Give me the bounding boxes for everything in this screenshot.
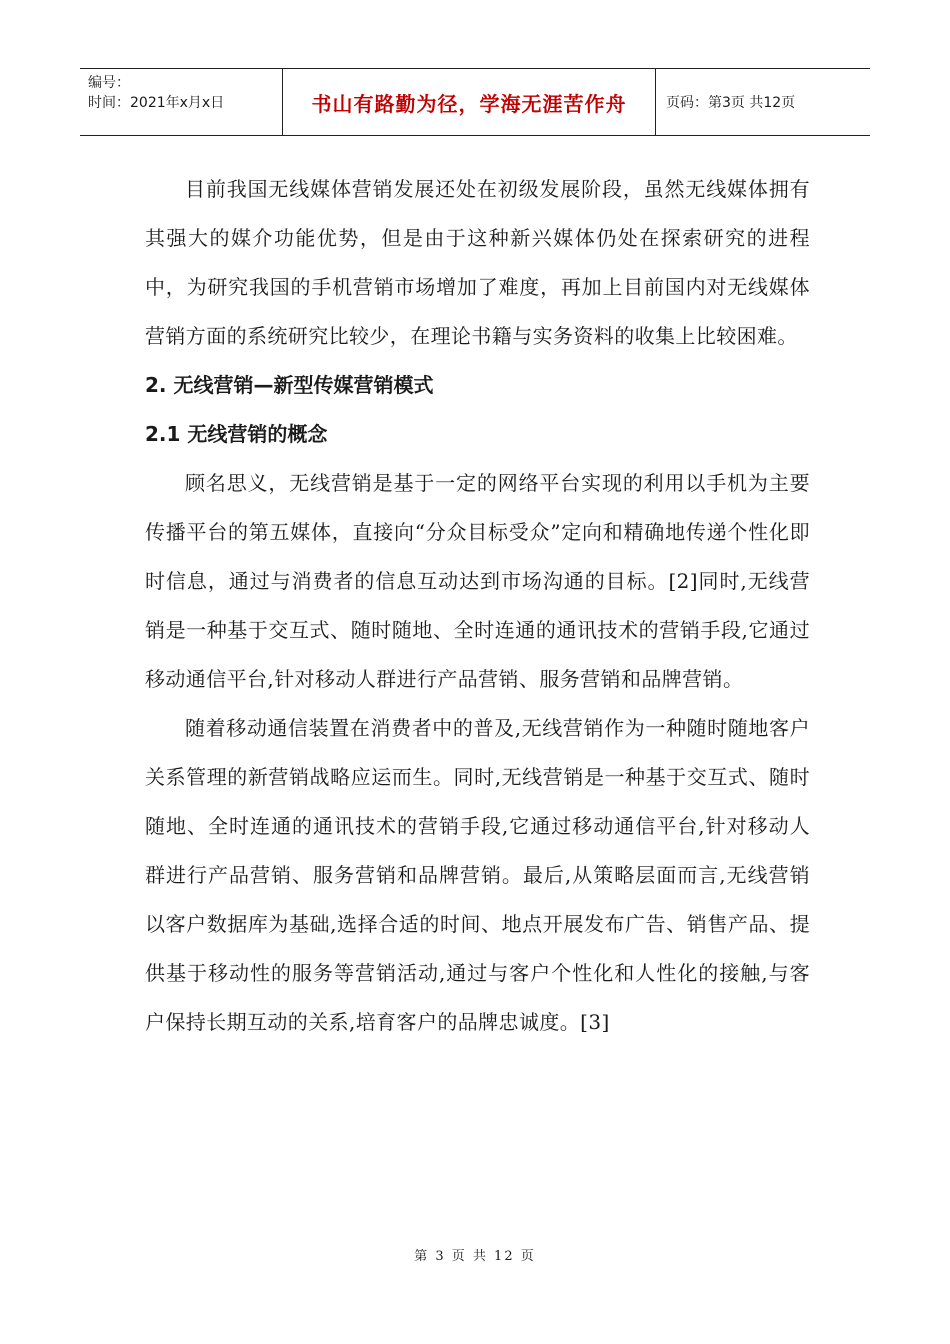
header-page-info: 页码：第3页 共12页	[666, 95, 796, 111]
page-header	[80, 68, 870, 136]
header-meta	[80, 69, 283, 135]
paragraph-intro: 目前我国无线媒体营销发展还处在初级发展阶段，虽然无线媒体拥有其强大的媒介功能优势，但是由于这种新兴媒体仍处在探索研究的进程中，为研究我国的手机营销市场增加了难度，再加上目前国内对无线媒体营销方面的系统研究比较少，在理论书籍与实务资料的收集上比较困难。	[145, 177, 810, 348]
paragraph-concept: 顾名思义，无线营销是基于一定的网络平台实现的利用以手机为主要传播平台的第五媒体，直接向“分众目标受众”定向和精确地传递个性化即时信息，通过与消费者的信息互动达到市场沟通的目标。[2]同时,无线营销是一种基于交互式、随时随地、全时连通的通讯技术的营销手段,它通过移动通信平台,针对移动人群进行产品营销、服务营销和品牌营销。	[145, 471, 810, 691]
section-heading-2-1: 2.1 无线营销的概念	[145, 422, 328, 446]
document-body	[145, 165, 810, 1047]
document-date: 时间：2021年x月x日	[88, 95, 225, 111]
header-motto: 书山有路勤为径，学海无涯苦作舟	[283, 69, 656, 135]
document-number-label: 编号：	[88, 75, 130, 91]
section-heading-2: 2. 无线营销—新型传媒营销模式	[145, 373, 434, 397]
paragraph-development: 随着移动通信装置在消费者中的普及,无线营销作为一种随时随地客户关系管理的新营销战略应运而生。同时,无线营销是一种基于交互式、随时随地、全时连通的通讯技术的营销手段,它通过移动通信平台,针对移动人群进行产品营销、服务营销和品牌营销。最后,从策略层面而言,无线营销以客户数据库为基础,选择合适的时间、地点开展发布广告、销售产品、提供基于移动性的服务等营销活动,通过与客户个性化和人性化的接触,与客户保持长期互动的关系,培育客户的品牌忠诚度。[3]	[145, 716, 810, 1034]
page-footer: 第 3 页 共 12 页	[414, 1249, 536, 1264]
